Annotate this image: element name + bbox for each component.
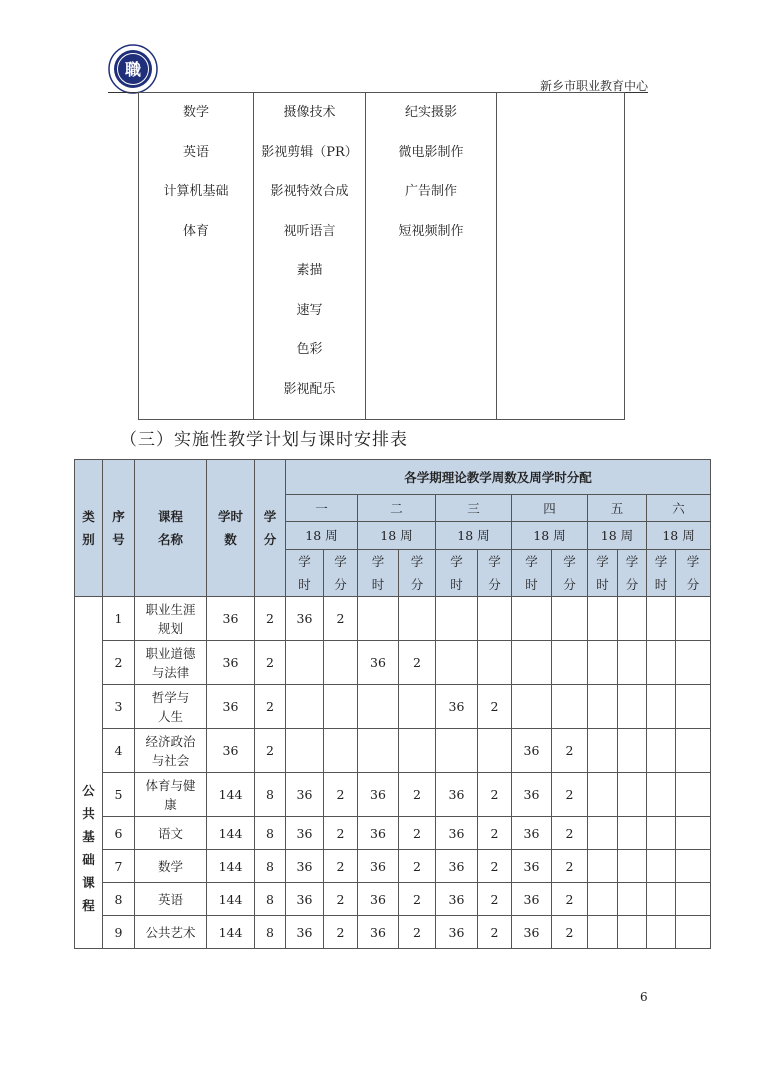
- semester-credits-cell: [478, 597, 512, 641]
- table-row: [75, 916, 711, 949]
- semester-hours-cell: 36: [512, 817, 552, 850]
- course-list-item: 数学: [182, 105, 209, 120]
- hours-cell: 144: [207, 916, 255, 949]
- sub-header-hours: 学 时: [588, 550, 618, 597]
- header-seq: 序 号: [103, 460, 135, 597]
- semester-hours-cell: 36: [512, 729, 552, 773]
- semester-credits-cell: 2: [478, 850, 512, 883]
- semester-hours-cell: 36: [358, 916, 399, 949]
- semester-credits-cell: 2: [399, 773, 436, 817]
- semester-hours-cell: 36: [436, 850, 478, 883]
- course-list-item: 视听语言: [283, 223, 336, 239]
- semester-hours-cell: [358, 729, 399, 773]
- table-row: [75, 883, 711, 916]
- credits-cell: 2: [255, 729, 286, 773]
- semester-hours-cell: [286, 685, 324, 729]
- semester-credits-cell: [324, 685, 358, 729]
- semester-hours-cell: [358, 597, 399, 641]
- header-credits: 学 分: [255, 460, 286, 597]
- header-course-name: 课程 名称: [135, 460, 207, 597]
- semester-hours-cell: 36: [436, 817, 478, 850]
- semester-hours-cell: 36: [358, 883, 399, 916]
- semester-hours-cell: [647, 685, 676, 729]
- sub-header-credits: 学 分: [399, 550, 436, 597]
- course-name-cell: 数学: [135, 850, 207, 883]
- semester-hours-cell: [436, 641, 478, 685]
- semester-credits-cell: [324, 641, 358, 685]
- course-list-item: 影视剪辑（PR）: [261, 144, 358, 160]
- course-column-4: [497, 93, 625, 420]
- course-name-cell: 语文: [135, 817, 207, 850]
- header-semester-6: 六: [647, 495, 711, 522]
- hours-cell: 36: [207, 641, 255, 685]
- semester-hours-cell: 36: [358, 641, 399, 685]
- seq-cell: 6: [103, 817, 135, 850]
- seq-cell: 4: [103, 729, 135, 773]
- semester-hours-cell: 36: [286, 850, 324, 883]
- credits-cell: 8: [255, 850, 286, 883]
- header-weeks-3: 18 周: [436, 522, 512, 550]
- page-number: 6: [640, 990, 648, 1004]
- course-list-item: 素描: [296, 263, 323, 278]
- semester-hours-cell: [512, 641, 552, 685]
- semester-credits-cell: [676, 641, 711, 685]
- semester-credits-cell: 2: [399, 883, 436, 916]
- course-list-item: 影视特效合成: [270, 184, 349, 199]
- hours-cell: 36: [207, 597, 255, 641]
- seq-cell: 9: [103, 916, 135, 949]
- semester-credits-cell: [478, 641, 512, 685]
- semester-credits-cell: [399, 685, 436, 729]
- semester-hours-cell: 36: [358, 773, 399, 817]
- semester-hours-cell: [588, 916, 618, 949]
- semester-credits-cell: [618, 729, 647, 773]
- semester-credits-cell: [618, 685, 647, 729]
- semester-hours-cell: [588, 597, 618, 641]
- course-name-cell: 体育与健 康: [135, 773, 207, 817]
- semester-credits-cell: [618, 916, 647, 949]
- credits-cell: 2: [255, 685, 286, 729]
- semester-hours-cell: [647, 773, 676, 817]
- table-row: [75, 597, 711, 641]
- sub-header-hours: 学 时: [512, 550, 552, 597]
- header-weeks-1: 18 周: [286, 522, 358, 550]
- semester-credits-cell: [676, 729, 711, 773]
- semester-hours-cell: [588, 685, 618, 729]
- semester-credits-cell: [676, 817, 711, 850]
- section-title: （三）实施性教学计划与课时安排表: [120, 430, 408, 450]
- semester-credits-cell: 2: [478, 817, 512, 850]
- course-name-cell: 职业生涯 规划: [135, 597, 207, 641]
- credits-cell: 8: [255, 773, 286, 817]
- semester-credits-cell: [618, 883, 647, 916]
- hours-cell: 144: [207, 883, 255, 916]
- semester-credits-cell: [552, 597, 588, 641]
- semester-hours-cell: 36: [512, 916, 552, 949]
- seq-cell: 1: [103, 597, 135, 641]
- semester-credits-cell: [676, 916, 711, 949]
- course-column-1: [139, 93, 254, 420]
- credits-cell: 8: [255, 883, 286, 916]
- semester-hours-cell: 36: [358, 817, 399, 850]
- semester-hours-cell: [436, 597, 478, 641]
- semester-credits-cell: [676, 773, 711, 817]
- semester-credits-cell: 2: [478, 916, 512, 949]
- hours-cell: 36: [207, 685, 255, 729]
- sub-header-hours: 学 时: [436, 550, 478, 597]
- semester-hours-cell: [647, 729, 676, 773]
- semester-hours-cell: [588, 773, 618, 817]
- teaching-plan-table: [74, 459, 711, 949]
- course-list-item: 计算机基础: [163, 184, 229, 199]
- course-name-cell: 公共艺术: [135, 916, 207, 949]
- sub-header-hours: 学 时: [647, 550, 676, 597]
- seq-cell: 5: [103, 773, 135, 817]
- semester-credits-cell: 2: [478, 883, 512, 916]
- sub-header-credits: 学 分: [478, 550, 512, 597]
- semester-hours-cell: [647, 597, 676, 641]
- credits-cell: 2: [255, 641, 286, 685]
- hours-cell: 144: [207, 850, 255, 883]
- table-row: [75, 817, 711, 850]
- semester-hours-cell: [436, 729, 478, 773]
- semester-credits-cell: [676, 850, 711, 883]
- semester-credits-cell: 2: [399, 916, 436, 949]
- sub-header-credits: 学 分: [618, 550, 647, 597]
- course-column-2: [254, 93, 366, 420]
- table-row: [75, 773, 711, 817]
- hours-cell: 144: [207, 817, 255, 850]
- category-cell: 公 共 基 础 课 程: [75, 597, 103, 949]
- credits-cell: 8: [255, 817, 286, 850]
- semester-hours-cell: 36: [286, 773, 324, 817]
- semester-hours-cell: 36: [436, 773, 478, 817]
- semester-hours-cell: 36: [512, 883, 552, 916]
- semester-hours-cell: 36: [512, 773, 552, 817]
- semester-credits-cell: 2: [324, 817, 358, 850]
- course-list-item: 体育: [182, 223, 209, 239]
- logo-text: 職: [124, 60, 142, 79]
- header-category: 类 别: [75, 460, 103, 597]
- course-list-item: 英语: [182, 144, 209, 160]
- semester-hours-cell: [647, 817, 676, 850]
- semester-hours-cell: [286, 729, 324, 773]
- course-list-item: 微电影制作: [398, 144, 464, 160]
- semester-credits-cell: 2: [399, 850, 436, 883]
- semester-credits-cell: 2: [324, 916, 358, 949]
- header-semester-3: 三: [436, 495, 512, 522]
- table-row: [75, 641, 711, 685]
- semester-hours-cell: [358, 685, 399, 729]
- semester-hours-cell: [588, 850, 618, 883]
- course-list-item: 影视配乐: [283, 381, 336, 397]
- sub-header-hours: 学 时: [358, 550, 399, 597]
- course-name-cell: 经济政治 与社会: [135, 729, 207, 773]
- sub-header-hours: 学 时: [286, 550, 324, 597]
- header-weeks-4: 18 周: [512, 522, 588, 550]
- semester-credits-cell: [552, 641, 588, 685]
- credits-cell: 8: [255, 916, 286, 949]
- semester-hours-cell: [588, 729, 618, 773]
- semester-hours-cell: [647, 916, 676, 949]
- header-semester-4: 四: [512, 495, 588, 522]
- semester-hours-cell: [512, 597, 552, 641]
- sub-header-credits: 学 分: [552, 550, 588, 597]
- semester-hours-cell: 36: [436, 916, 478, 949]
- semester-credits-cell: 2: [552, 883, 588, 916]
- semester-credits-cell: [676, 883, 711, 916]
- semester-credits-cell: [618, 597, 647, 641]
- semester-credits-cell: 2: [552, 729, 588, 773]
- semester-credits-cell: [618, 641, 647, 685]
- semester-credits-cell: 2: [552, 817, 588, 850]
- header-organization: 新乡市职业教育中心: [539, 79, 648, 93]
- semester-credits-cell: 2: [552, 773, 588, 817]
- school-seal-icon: [108, 44, 158, 94]
- semester-credits-cell: [618, 850, 647, 883]
- semester-hours-cell: [588, 641, 618, 685]
- hours-cell: 144: [207, 773, 255, 817]
- semester-credits-cell: [478, 729, 512, 773]
- semester-credits-cell: 2: [399, 641, 436, 685]
- semester-credits-cell: 2: [324, 883, 358, 916]
- semester-hours-cell: [588, 817, 618, 850]
- header-semester-1: 一: [286, 495, 358, 522]
- semester-hours-cell: 36: [358, 850, 399, 883]
- seq-cell: 2: [103, 641, 135, 685]
- semester-credits-cell: [618, 817, 647, 850]
- semester-hours-cell: 36: [286, 916, 324, 949]
- header-semester-5: 五: [588, 495, 647, 522]
- course-name-cell: 英语: [135, 883, 207, 916]
- semester-credits-cell: [552, 685, 588, 729]
- header-semester-2: 二: [358, 495, 436, 522]
- header-semesters-title: 各学期理论教学周数及周学时分配: [286, 460, 711, 495]
- semester-credits-cell: [676, 685, 711, 729]
- header-weeks-2: 18 周: [358, 522, 436, 550]
- table-row: [75, 729, 711, 773]
- hours-cell: 36: [207, 729, 255, 773]
- semester-credits-cell: [676, 597, 711, 641]
- semester-credits-cell: 2: [324, 597, 358, 641]
- semester-credits-cell: 2: [399, 817, 436, 850]
- course-list-item: 广告制作: [404, 184, 457, 199]
- semester-hours-cell: 36: [286, 883, 324, 916]
- semester-hours-cell: 36: [512, 850, 552, 883]
- semester-credits-cell: [399, 597, 436, 641]
- semester-hours-cell: [647, 641, 676, 685]
- table-row: [75, 685, 711, 729]
- course-list-item: 短视频制作: [398, 223, 464, 239]
- course-name-cell: 职业道德 与法律: [135, 641, 207, 685]
- course-category-table: [138, 92, 625, 420]
- semester-hours-cell: 36: [286, 817, 324, 850]
- course-name-cell: 哲学与 人生: [135, 685, 207, 729]
- semester-hours-cell: 36: [436, 883, 478, 916]
- semester-hours-cell: [512, 685, 552, 729]
- semester-credits-cell: 2: [552, 916, 588, 949]
- semester-credits-cell: 2: [324, 773, 358, 817]
- sub-header-credits: 学 分: [324, 550, 358, 597]
- header-weeks-5: 18 周: [588, 522, 647, 550]
- semester-hours-cell: 36: [286, 597, 324, 641]
- seq-cell: 8: [103, 883, 135, 916]
- semester-hours-cell: [588, 883, 618, 916]
- semester-credits-cell: [618, 773, 647, 817]
- header-hours: 学时 数: [207, 460, 255, 597]
- semester-hours-cell: 36: [436, 685, 478, 729]
- course-list-item: 速写: [296, 302, 323, 318]
- seq-cell: 7: [103, 850, 135, 883]
- credits-cell: 2: [255, 597, 286, 641]
- semester-credits-cell: 2: [478, 685, 512, 729]
- semester-hours-cell: [286, 641, 324, 685]
- semester-hours-cell: [647, 850, 676, 883]
- sub-header-credits: 学 分: [676, 550, 711, 597]
- semester-credits-cell: 2: [324, 850, 358, 883]
- seq-cell: 3: [103, 685, 135, 729]
- table-row: [75, 850, 711, 883]
- semester-credits-cell: 2: [478, 773, 512, 817]
- header-weeks-6: 18 周: [647, 522, 711, 550]
- semester-credits-cell: 2: [552, 850, 588, 883]
- semester-credits-cell: [324, 729, 358, 773]
- course-list-item: 色彩: [296, 342, 323, 357]
- semester-credits-cell: [399, 729, 436, 773]
- course-list-item: 摄像技术: [283, 105, 336, 120]
- course-list-item: 纪实摄影: [404, 105, 457, 120]
- course-column-3: [366, 93, 497, 420]
- semester-hours-cell: [647, 883, 676, 916]
